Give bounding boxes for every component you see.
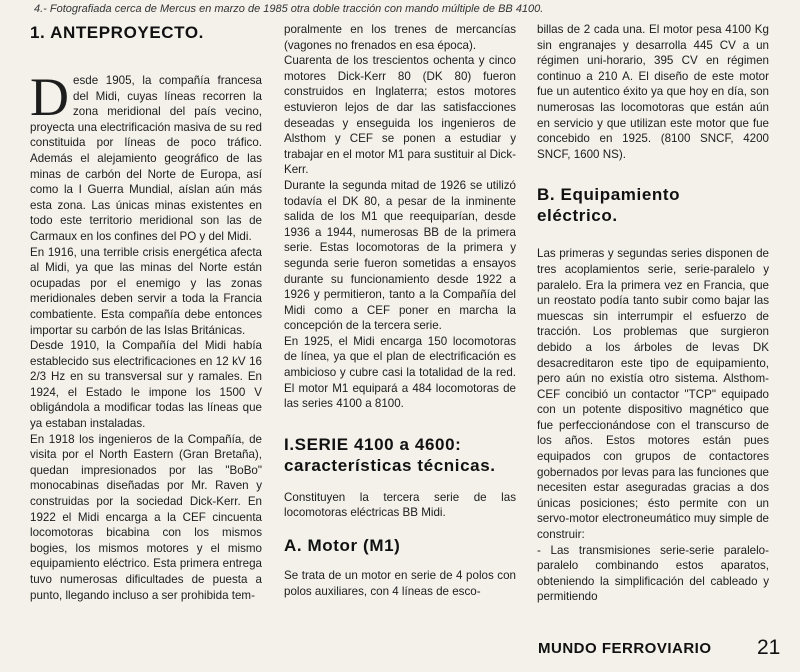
- heading-line: características técnicas.: [284, 455, 496, 475]
- section-heading-anteproyecto: 1. ANTEPROYECTO.: [30, 23, 204, 42]
- paragraph: En 1918 los ingenieros de la Compañía, de visita por el North Eastern (Gran Bretaña), quedan impresionados por las "BoBo" monocabinas diseñadas por Mr. Raven y construidas por la sociedad Dick-Kerr. En 1922 el Midi encarga a la CEF cincuenta locomotoras bicabina con los mismos bogies, los mismos motores y el mismo equipamiento eléctrico. Esta primera entrega tuvo numerosas dificultades de puesta a punto, llegando incluso a ser prohibida tem-: [30, 432, 262, 602]
- paragraph: Las primeras y segundas series disponen de tres acoplamientos serie, serie-paralelo y paralelo. Era la primera vez en Francia, que un reostato podía tanto subir como bajar las muescas sin interrumpir el esfuerzo de tracción. Los problemas que surgieron debido a los árboles de levas DK desacreditaron este tipo de equipamiento, pero aún no existía otro sistema. Alsthom-CEF concibió un contactor "TCP" equipado con un potente dispositivo magnético que fue perfeccionándose con el transcurso de los años. Estos motores están pues equipados con grupos de contactores gobernados por levas para las funciones que necesiten estar aseguradas gracias a dos únicas posiciones; ésto permite con un servo-motor electroneumático muy simple de construir:: [537, 247, 769, 542]
- paragraph: Constituyen la tercera serie de las locomotoras eléctricas BB Midi.: [284, 490, 516, 520]
- paragraph: Se trata de un motor en serie de 4 polos con polos auxiliares, con 4 líneas de esco-: [284, 569, 516, 598]
- heading-line: eléctrico.: [537, 206, 618, 226]
- paragraph: billas de 2 cada una. El motor pesa 4100 Kg sin engranajes y desarrolla 445 CV a un régimen uni-horario, 395 CV en régimen continuo a 210 A. El diseño de este motor fue un autentico éxito ya que hoy en día, son numerosas las locomotoras que están aún en servicio y que utilizan este motor que fue concebido en 1925. (8100 SNCF, 4200 SNCF, 1600 NS).: [537, 23, 769, 161]
- paragraph: En 1916, una terrible crisis energética afecta al Midi, ya que las minas del Norte están ocupadas por el enemigo y las zonas meridionales deben servir a toda la Francia combatiente. Esta compañía debe entonces importar su carbón de las Islas Británicas.: [30, 245, 262, 337]
- heading-line: I.SERIE 4100 a 4600:: [284, 434, 462, 454]
- section-heading-equipamiento: [537, 184, 769, 226]
- paragraph-text: esde 1905, la compañía francesa del Midi, cuyas líneas recorren la zona meridional del país vecino, proyecta una electrificación masiva de su red constituida por líneas de poco tráfico. Además el alejamiento geográfico de las minas de carbón del Norte de Europa, así como la I Guerra Mundial, aíslan aún más esta zona. Las únicas minas existentes en todo este territorio meridional son las de Carmaux en los confines del PO y del Midi.: [30, 74, 262, 243]
- photo-caption: 4.- Fotografiada cerca de Mercus en marzo de 1985 otra doble tracción con mando múltiple de BB 4100.: [34, 3, 544, 15]
- page-number: 21: [757, 636, 781, 659]
- paragraph: Cuarenta de los trescientos ochenta y cinco motores Dick-Kerr 80 (DK 80) fueron construidos en Inglaterra; estos motores estuvieron lejos de dar las satisfacciones deseadas y enseguida los ingenieros de Alsthom y CEF se ponen a estudiar y trabajar en el motor M1 para sustituir al Dick-Kerr.: [284, 54, 516, 177]
- paragraph: - Las transmisiones serie-serie paralelo-paralelo combinando estos aparatos, obteniendo la simplificación del cableado y permitiendo: [537, 543, 769, 604]
- section-heading-motor: A. Motor (M1): [284, 536, 401, 556]
- drop-cap: D: [30, 67, 69, 127]
- section-heading-serie: [284, 434, 516, 476]
- paragraph: [30, 67, 262, 245]
- paragraph: Durante la segunda mitad de 1926 se utilizó todavía el DK 80, a pesar de la inminente salida de los M1 que reequiparían, desde 1936 a 1944, numerosas BB de la primera serie. Estas locomotoras de la primera y segunda serie fueron sometidas a ensayos durante su funcionamiento desde 1922 a 1926 y permitieron, tanto a la Compañía del Midi como a CEF poner en marcha la concepción de la tercera serie.: [284, 178, 516, 333]
- paragraph: poralmente en los trenes de mercancías (vagones no frenados en esa época).: [284, 23, 516, 52]
- column-3: [537, 22, 769, 605]
- paragraph: En 1925, el Midi encarga 150 locomotoras de línea, ya que el plan de electrificación es ambicioso y cubre casi la totalidad de la red. El motor M1 equipará a 484 locomotoras de las series 4100 a 8100.: [284, 334, 516, 411]
- magazine-name: MUNDO FERROVIARIO: [538, 640, 712, 657]
- paragraph: Desde 1910, la Compañía del Midi había establecido sus electrificaciones en 12 kV 16 2/3 Hz en su transversal sur y ramales. En 1924, el Estado le impone los 1500 V obligándola a modificar todas las líneas que ya estaban instaladas.: [30, 339, 262, 431]
- column-2: [284, 22, 516, 599]
- column-1: [30, 22, 262, 603]
- heading-line: B. Equipamiento: [537, 185, 681, 205]
